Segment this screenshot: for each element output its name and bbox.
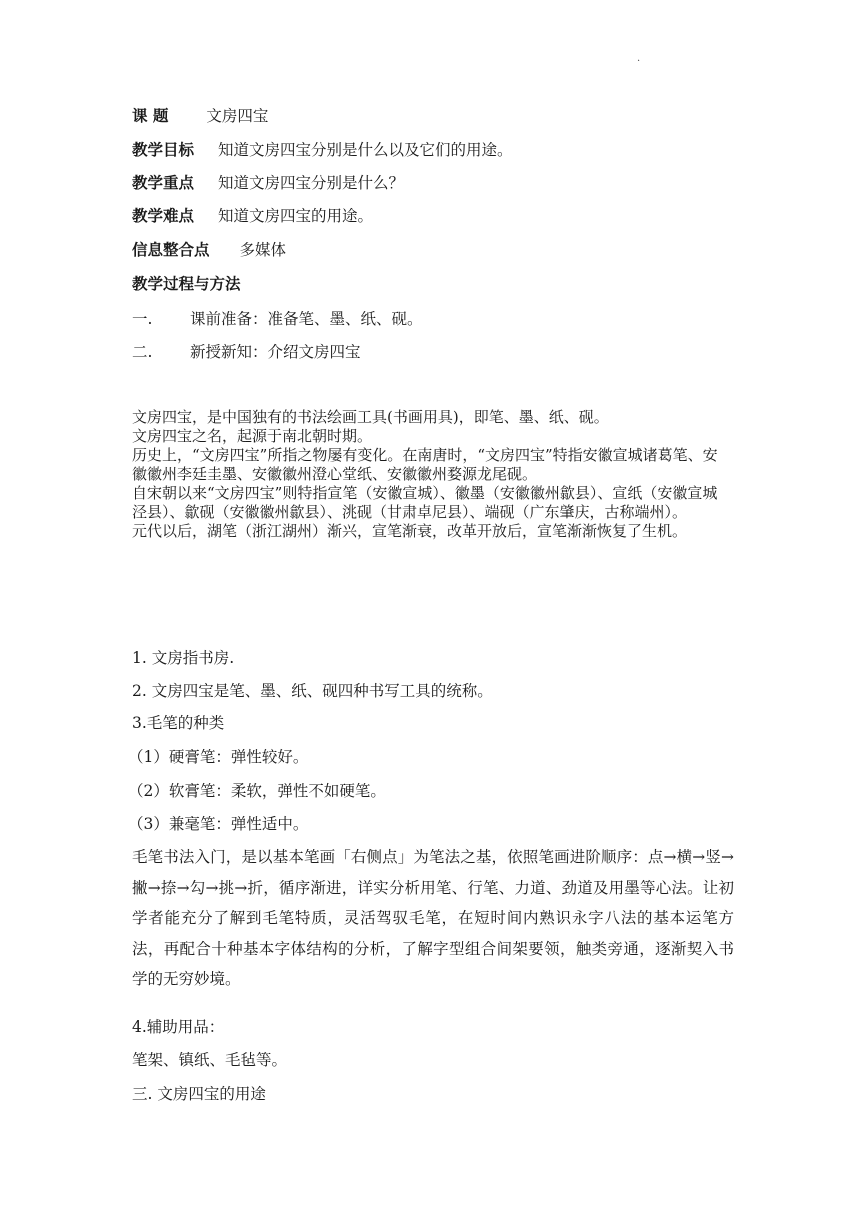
intro-block (132, 408, 732, 541)
course-label: 课 题 (132, 107, 169, 125)
step-number: 一. (132, 310, 153, 328)
point-4-items: 笔架、镇纸、毛毡等。 (132, 1051, 288, 1069)
step-row (132, 309, 423, 329)
process-row (132, 274, 241, 294)
point-2: 2. 文房四宝是笔、墨、纸、砚四种书写工具的统称。 (132, 682, 493, 700)
point-5: 三. 文房四宝的用途 (132, 1085, 266, 1103)
intro-paragraph: 自宋朝以来“文房四宝”则特指宣笔（安徽宣城）、徽墨（安徽徽州歙县）、宣纸（安徽宣城泾县）、歙砚（安徽徽州歙县）、洮砚（甘肃卓尼县）、端砚（广东肇庆，古称端州）。 (132, 484, 718, 521)
difficulty-label: 教学难点 (132, 207, 195, 225)
goal-label: 教学目标 (132, 141, 195, 159)
course-row (132, 106, 268, 126)
info-row (132, 240, 286, 260)
calligraphy-paragraph: 毛笔书法入门，是以基本笔画「右侧点」为笔法之基，依照笔画进阶顺序：点→横→竖→撇→捺→勾→挑→折，循序渐进，详实分析用笔、行笔、力道、劲道及用墨等心法。让初学者能充分了解到毛笔特质，灵活驾驭毛笔，在短时间内熟识永字八法的基本运笔方法，再配合十种基本字体结构的分析，了解字型组合间架要领，触类旁通，逐渐契入书学的无穷妙境。 (132, 848, 734, 988)
brush-type-3: （3）兼毫笔：弹性适中。 (128, 815, 309, 833)
brush-type-2: （2）软膏笔：柔软，弹性不如硬笔。 (128, 782, 386, 800)
key-value: 知道文房四宝分别是什么？ (218, 174, 405, 192)
intro-paragraph: 元代以后，湖笔（浙江湖州）渐兴，宣笔渐衰，改革开放后，宣笔渐渐恢复了生机。 (132, 522, 688, 540)
process-label: 教学过程与方法 (132, 275, 241, 293)
brush-type-1: （1）硬膏笔：弹性较好。 (128, 748, 309, 766)
point-3: 3.毛笔的种类 (132, 714, 225, 732)
step-text: 新授新知：介绍文房四宝 (190, 343, 361, 361)
corner-mark: · (637, 56, 641, 67)
intro-paragraph: 文房四宝，是中国独有的书法绘画工具(书画用具)，即笔、墨、纸、砚。 (132, 408, 609, 426)
point-4: 4.辅助用品： (132, 1018, 225, 1036)
info-label: 信息整合点 (132, 241, 210, 259)
difficulty-value: 知道文房四宝的用途。 (218, 207, 374, 225)
intro-paragraph: 历史上，“文房四宝”所指之物屡有变化。在南唐时，“文房四宝”特指安徽宣城诸葛笔、安徽徽州李廷圭墨、安徽徽州澄心堂纸、安徽徽州婺源龙尾砚。 (132, 446, 718, 483)
difficulty-row (132, 206, 373, 226)
key-row (132, 173, 404, 193)
goal-row (132, 140, 513, 160)
step-text: 课前准备：准备笔、墨、纸、砚。 (190, 310, 423, 328)
key-label: 教学重点 (132, 174, 195, 192)
step-number: 二. (132, 343, 153, 361)
course-value: 文房四宝 (206, 107, 269, 125)
info-value: 多媒体 (239, 241, 287, 259)
intro-paragraph: 文房四宝之名，起源于南北朝时期。 (132, 427, 373, 445)
point-1: 1. 文房指书房. (132, 649, 235, 667)
goal-value: 知道文房四宝分别是什么以及它们的用途。 (218, 141, 513, 159)
step-row (132, 342, 361, 362)
